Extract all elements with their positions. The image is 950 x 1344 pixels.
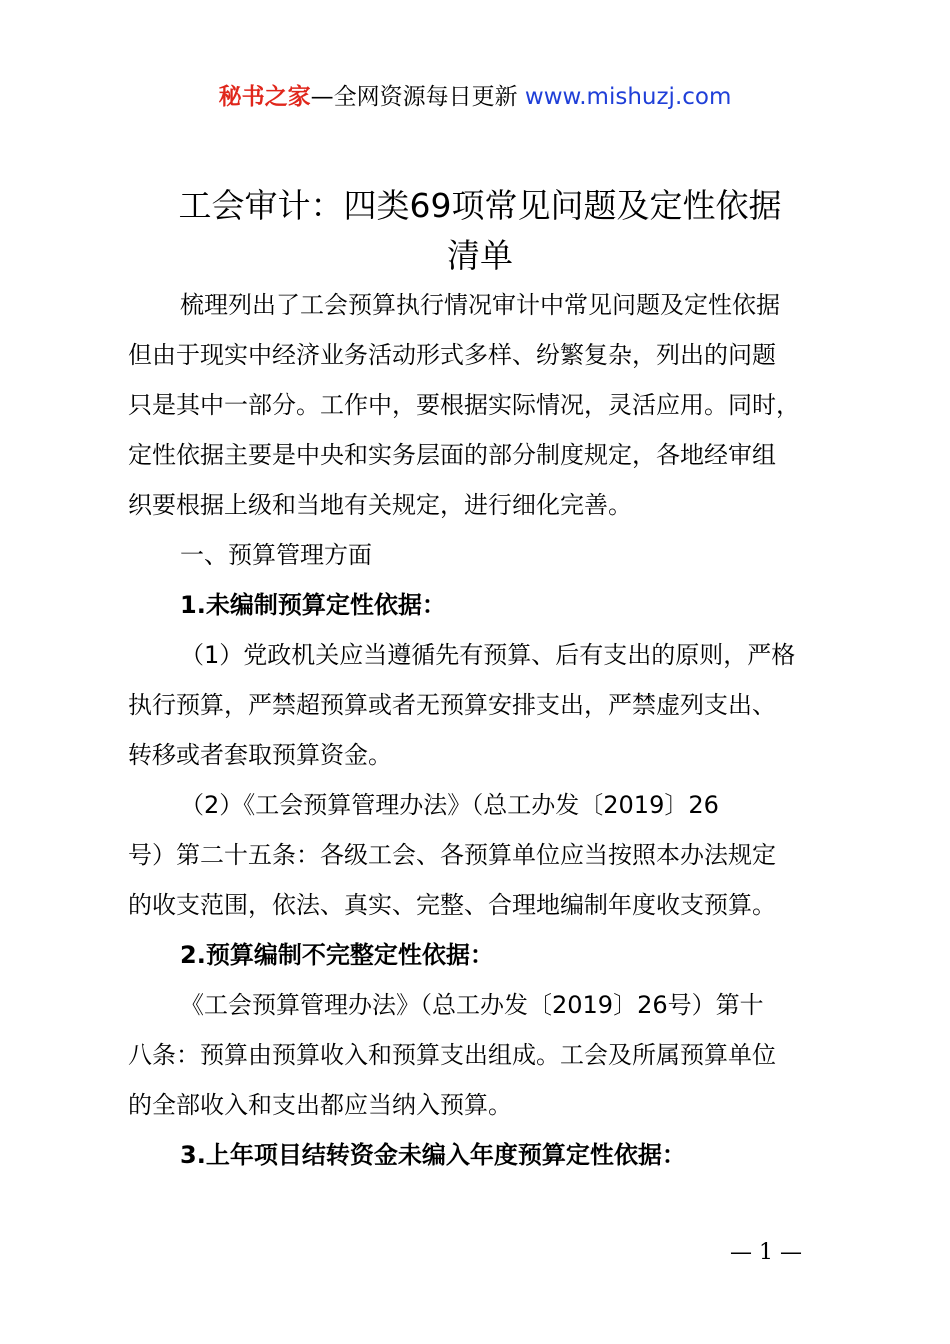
section-heading-budget-management: 一、预算管理方面 bbox=[180, 541, 372, 569]
document-title-line-1: 工会审计：四类69项常见问题及定性依据 bbox=[178, 186, 782, 225]
intro-line-5: 织要根据上级和当地有关规定，进行细化完善。 bbox=[128, 491, 632, 519]
intro-line-1: 梳理列出了工会预算执行情况审计中常见问题及定性依据 bbox=[180, 291, 780, 319]
item-1-p1-line-1: （1）党政机关应当遵循先有预算、后有支出的原则，严格 bbox=[180, 641, 796, 669]
item-2-heading: 2.预算编制不完整定性依据： bbox=[180, 941, 494, 969]
item-1-p1-line-2: 执行预算，严禁超预算或者无预算安排支出，严禁虚列支出、 bbox=[128, 691, 776, 719]
header-slogan: —全网资源每日更新 bbox=[310, 84, 518, 110]
item-1-p2-line-3: 的收支范围，依法、真实、完整、合理地编制年度收支预算。 bbox=[128, 891, 776, 919]
item-2-p1-line-1: 《工会预算管理办法》（总工办发〔2019〕26号）第十 bbox=[180, 991, 764, 1019]
item-1-heading: 1.未编制预算定性依据： bbox=[180, 591, 446, 619]
intro-line-3: 只是其中一部分。工作中，要根据实际情况，灵活应用。同时， bbox=[128, 391, 800, 419]
item-1-p2-line-1: （2）《工会预算管理办法》（总工办发〔2019〕26 bbox=[180, 791, 719, 819]
intro-line-4: 定性依据主要是中央和实务层面的部分制度规定，各地经审组 bbox=[128, 441, 776, 469]
item-1-p2-line-2: 号）第二十五条：各级工会、各预算单位应当按照本办法规定 bbox=[128, 841, 776, 869]
document-title-line-2: 清单 bbox=[447, 236, 513, 275]
item-2-p1-line-2: 八条：预算由预算收入和预算支出组成。工会及所属预算单位 bbox=[128, 1041, 776, 1069]
site-header bbox=[0, 82, 950, 112]
intro-line-2: 但由于现实中经济业务活动形式多样、纷繁复杂，列出的问题 bbox=[128, 341, 776, 369]
page-number: — 1 — bbox=[730, 1240, 802, 1265]
item-3-heading: 3.上年项目结转资金未编入年度预算定性依据： bbox=[180, 1141, 686, 1169]
item-2-p1-line-3: 的全部收入和支出都应当纳入预算。 bbox=[128, 1091, 512, 1119]
brand-name: 秘书之家 bbox=[218, 84, 311, 110]
item-1-p1-line-3: 转移或者套取预算资金。 bbox=[128, 741, 392, 769]
site-url-link[interactable]: www.mishuzj.com bbox=[524, 84, 732, 110]
